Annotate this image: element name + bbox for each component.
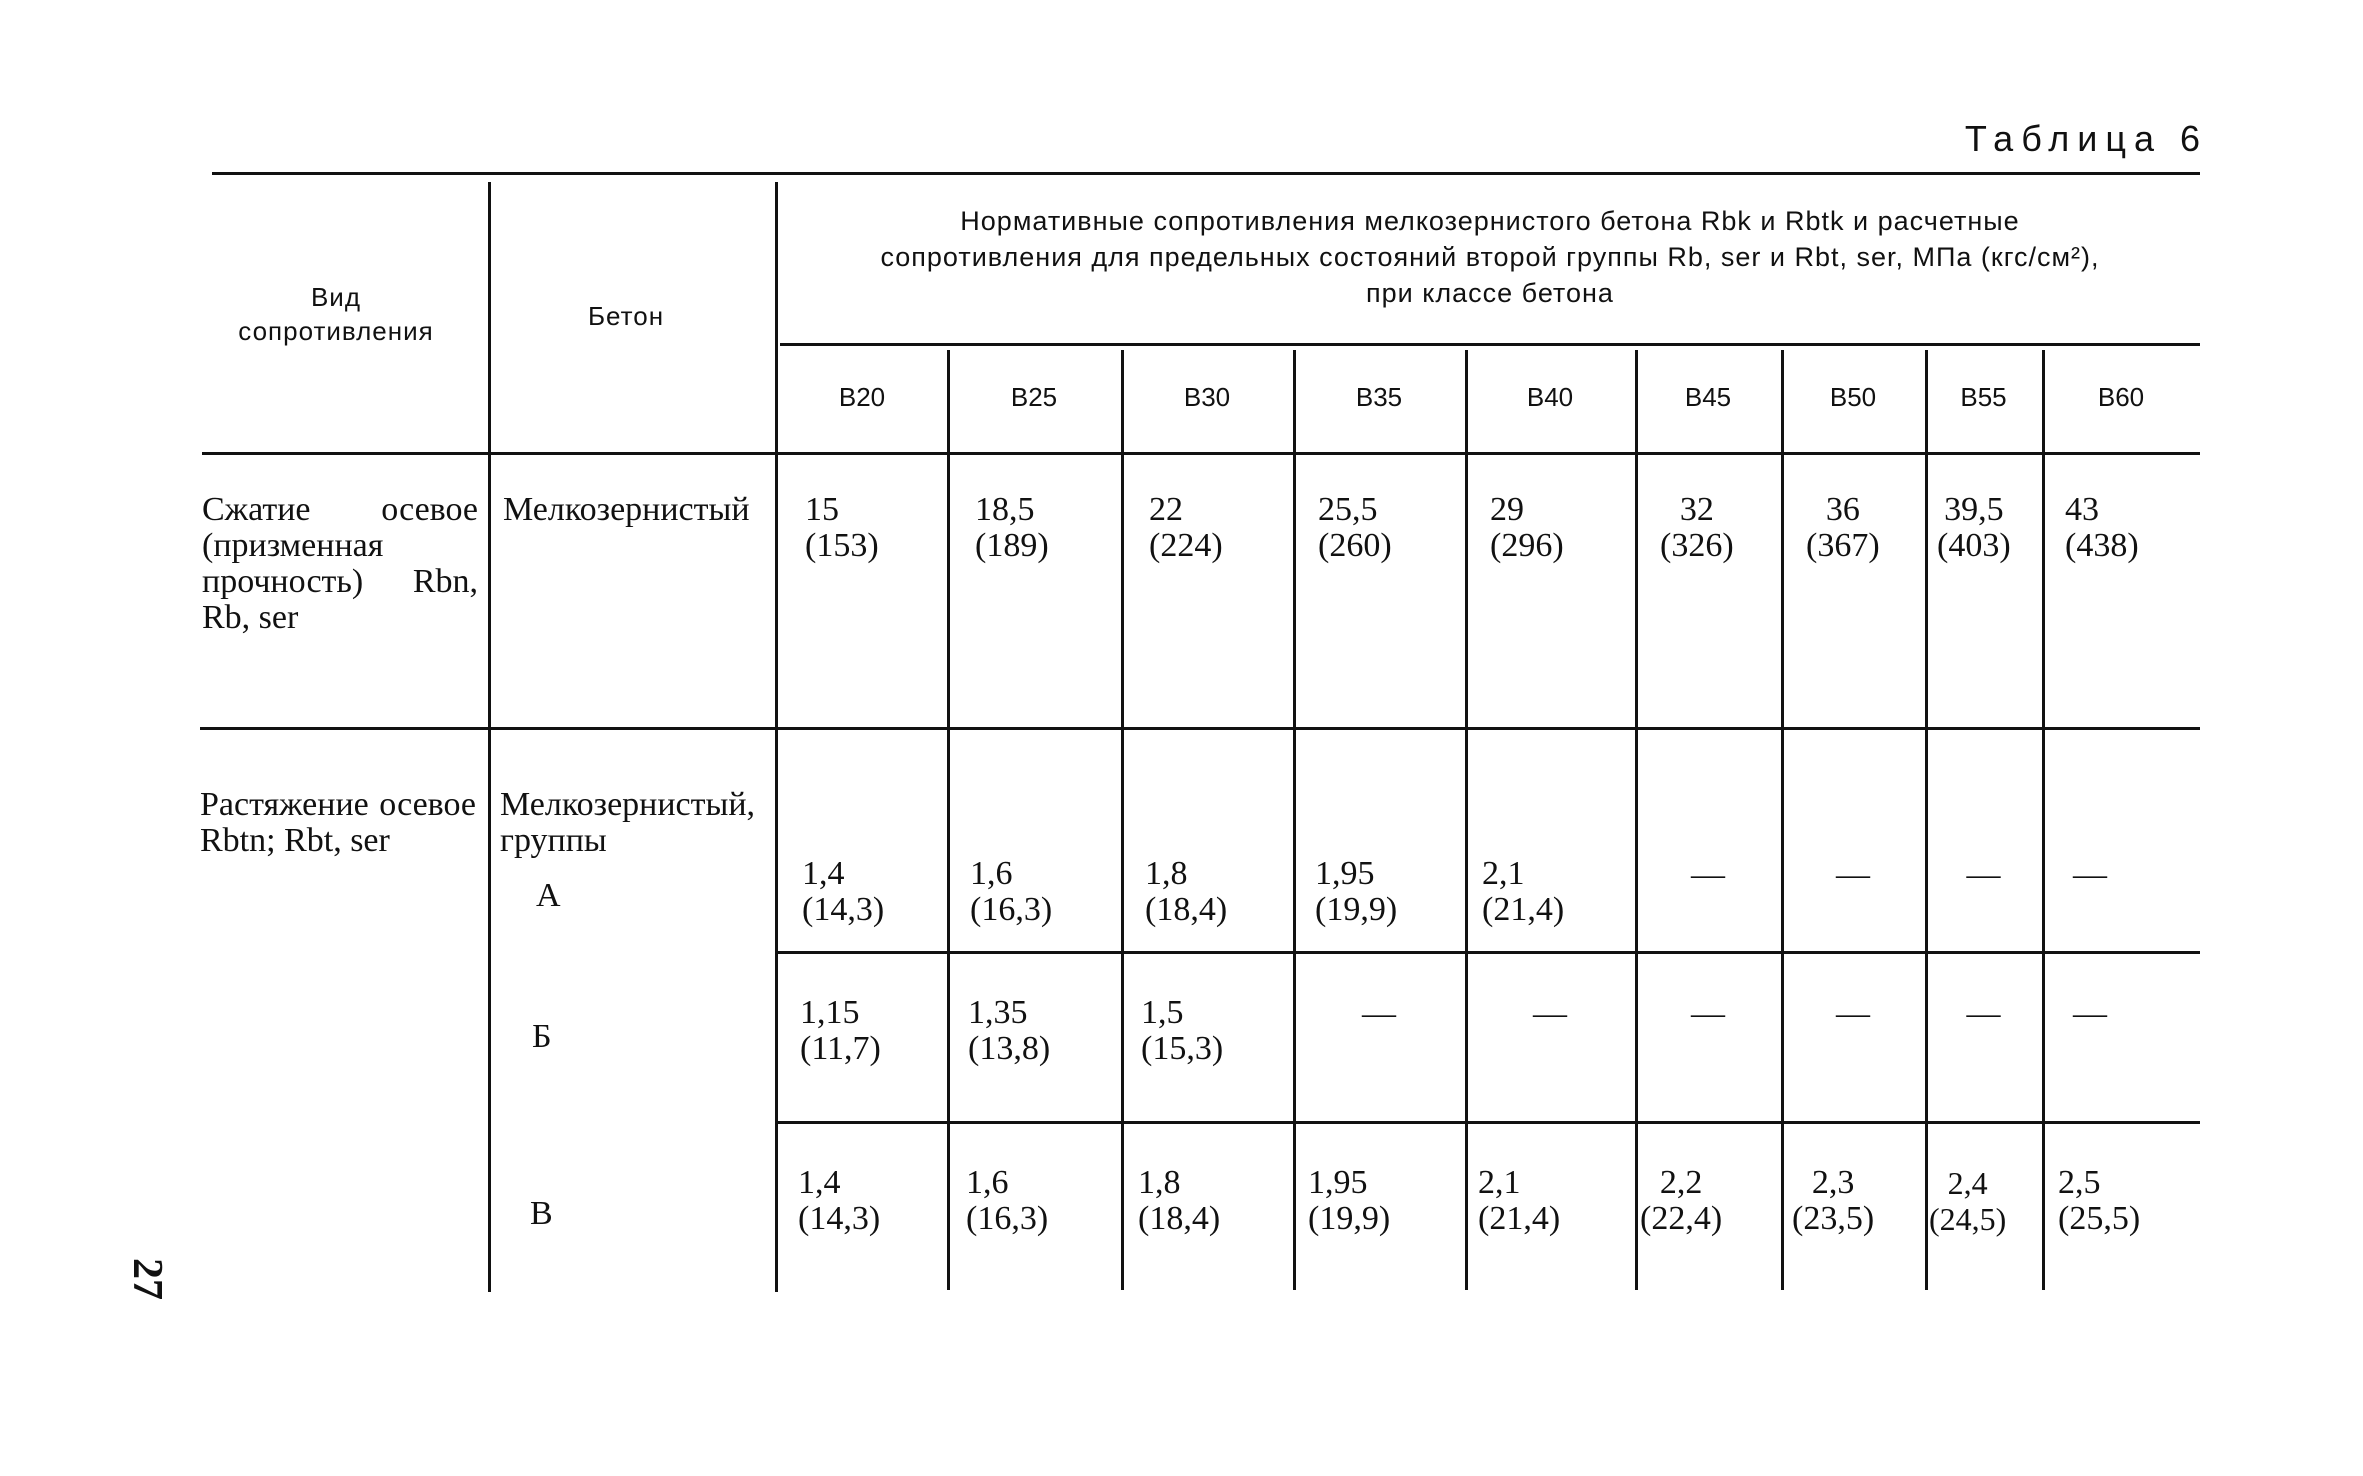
class-label-b25: B25 xyxy=(1010,382,1058,412)
class-divider xyxy=(1121,350,1124,1290)
value-cell-dash: — xyxy=(1966,856,2001,893)
value-cell: 1,8 (18,4) xyxy=(1138,1164,1221,1237)
group-label-b: Б xyxy=(532,1018,552,1055)
value-cell: 1,35 (13,8) xyxy=(968,994,1051,1067)
value-cell: 2,4 (24,5) xyxy=(1929,1165,2007,1237)
group-label-v: В xyxy=(530,1195,553,1232)
row-tension-resistance: Растяжение осевое Rbtn; Rbt, ser xyxy=(200,786,476,859)
class-label-b35: B35 xyxy=(1355,382,1403,412)
value-cell-dash: — xyxy=(1362,995,1396,1032)
row1-bottom-rule xyxy=(200,727,2200,730)
value-cell: 2,1 (21,4) xyxy=(1482,855,1565,928)
value-cell-dash: — xyxy=(1691,995,1725,1032)
value-cell: 29 (296) xyxy=(1490,491,1564,564)
group-a-bottom-rule xyxy=(775,951,2200,954)
class-divider xyxy=(1781,350,1784,1290)
value-cell: 15 (153) xyxy=(805,491,879,564)
value-cell: 32 (326) xyxy=(1660,491,1734,564)
value-cell-dash: — xyxy=(2073,856,2107,893)
row-compression-resistance: Сжатие осевое (призменная прочность) Rbn, Rb, ser xyxy=(202,491,478,636)
value-cell: 2,5 (25,5) xyxy=(2058,1164,2141,1237)
group-b-bottom-rule xyxy=(775,1121,2200,1124)
value-cell: 22 (224) xyxy=(1149,491,1223,564)
class-divider xyxy=(1293,350,1296,1290)
value-cell: 1,6 (16,3) xyxy=(970,855,1053,928)
row-compression-concrete: Мелкозернистый xyxy=(503,491,750,528)
class-label-b20: B20 xyxy=(838,382,886,412)
header-bottom-rule xyxy=(202,452,2200,455)
value-cell-dash: — xyxy=(1691,856,1725,893)
value-cell-dash: — xyxy=(1966,995,2001,1032)
table-caption: Таблица 6 xyxy=(1964,118,2208,159)
value-cell: 25,5 (260) xyxy=(1318,491,1392,564)
value-cell: 1,4 (14,3) xyxy=(802,855,885,928)
header-group-title: Нормативные сопротивления мелкозернистого бетона Rbk и Rbtk и расчетные сопротивления для предельных состояний второй группы Rb, ser и Rbt, ser, МПа (кгс/см²), при классе бетона xyxy=(880,206,2100,308)
value-cell: 1,15 (11,7) xyxy=(800,994,881,1067)
value-cell: 18,5 (189) xyxy=(975,491,1049,564)
value-cell-dash: — xyxy=(1836,995,1870,1032)
class-label-b55: B55 xyxy=(1960,382,2007,412)
value-cell-dash: — xyxy=(1836,856,1870,893)
class-divider xyxy=(1465,350,1468,1290)
value-cell: 2,1 (21,4) xyxy=(1478,1164,1561,1237)
value-cell: 1,95 (19,9) xyxy=(1315,855,1398,928)
value-cell: 1,8 (18,4) xyxy=(1145,855,1228,928)
class-divider xyxy=(947,350,950,1290)
page-number: 27 xyxy=(124,1258,170,1300)
header-resistance-type: Вид сопротивления xyxy=(238,282,434,346)
class-label-b40: B40 xyxy=(1526,382,1574,412)
group-label-a: А xyxy=(536,877,561,914)
top-rule xyxy=(212,172,2200,175)
header-concrete: Бетон xyxy=(587,301,665,331)
value-cell: 1,95 (19,9) xyxy=(1308,1164,1391,1237)
class-label-b30: B30 xyxy=(1183,382,1231,412)
class-label-b50: B50 xyxy=(1829,382,1877,412)
class-rule xyxy=(780,343,2200,346)
col-divider-2 xyxy=(775,182,778,1292)
value-cell: 1,4 (14,3) xyxy=(798,1164,881,1237)
class-divider xyxy=(2042,350,2045,1290)
value-cell: 36 (367) xyxy=(1806,491,1880,564)
col-divider-1 xyxy=(488,182,491,1292)
row-tension-concrete: Мелкозернистый, группы xyxy=(500,786,756,859)
class-label-b60: B60 xyxy=(2097,382,2145,412)
class-divider xyxy=(1925,350,1928,1290)
value-cell: 1,5 (15,3) xyxy=(1141,994,1224,1067)
value-cell: 2,3 (23,5) xyxy=(1792,1164,1875,1237)
value-cell: 39,5 (403) xyxy=(1937,491,2011,564)
class-label-b45: B45 xyxy=(1684,382,1732,412)
class-divider xyxy=(1635,350,1638,1290)
value-cell: 1,6 (16,3) xyxy=(966,1164,1049,1237)
value-cell-dash: — xyxy=(2073,995,2107,1032)
value-cell: 2,2 (22,4) xyxy=(1640,1164,1723,1237)
value-cell-dash: — xyxy=(1533,995,1567,1032)
value-cell: 43 (438) xyxy=(2065,491,2139,564)
